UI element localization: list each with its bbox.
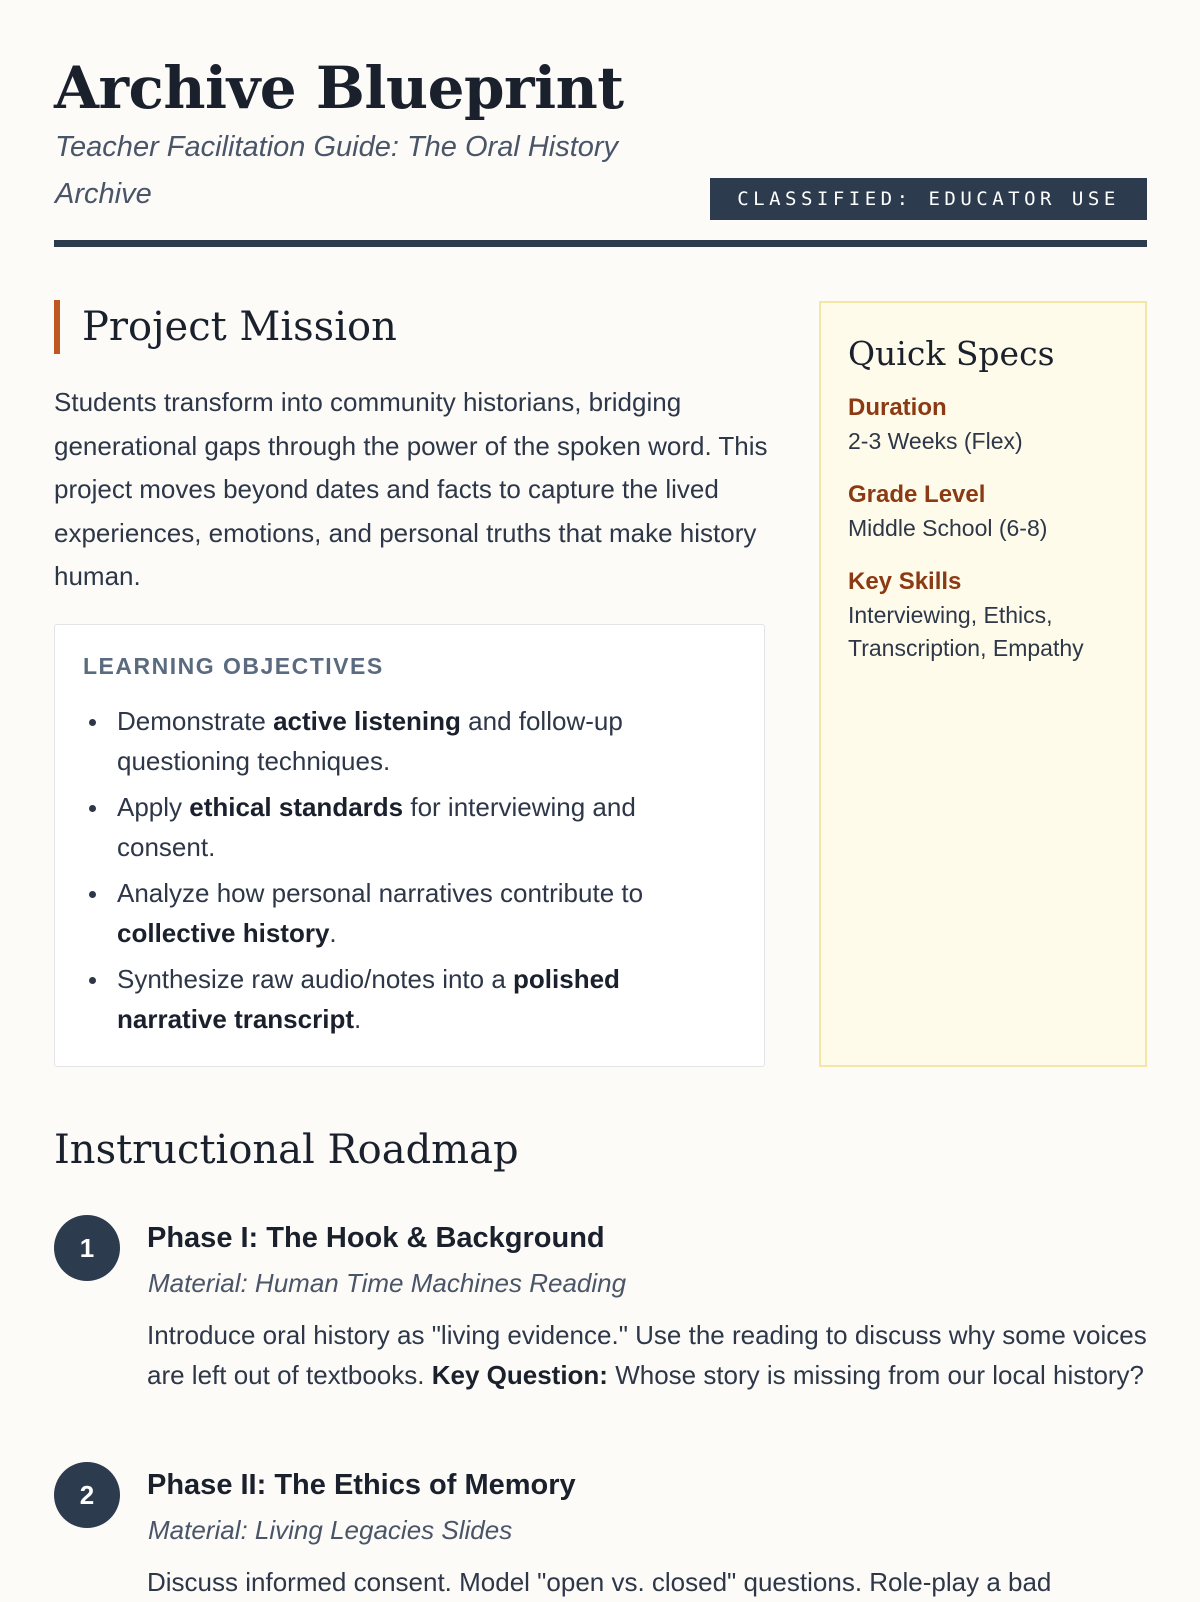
document-title: Archive Blueprint	[54, 54, 624, 122]
spec-grade-level	[848, 478, 1138, 545]
roadmap-title: Instructional Roadmap	[54, 1127, 519, 1173]
phase-2	[54, 1462, 1147, 1600]
objective-item: Analyze how personal narratives contribute to collective history.	[83, 873, 723, 953]
phase-material: Material: Human Time Machines Reading	[148, 1268, 627, 1298]
spec-label: Grade Level	[848, 481, 986, 508]
objective-item: Apply ethical standards for interviewing and consent.	[83, 787, 723, 867]
mission-heading	[54, 300, 754, 354]
phase-description: Introduce oral history as "living evidence." Use the reading to discuss why some voices are left out of textbooks. Key Question: Whose story is missing from our local history?	[147, 1320, 1147, 1390]
quick-specs-heading: Quick Specs	[848, 334, 1055, 373]
spec-duration	[848, 391, 1138, 458]
learning-objectives-box	[54, 624, 765, 1067]
mission-heading-text: Project Mission	[82, 304, 397, 350]
spec-value: Interviewing, Ethics, Transcription, Empathy	[848, 602, 1084, 661]
mission-text: Students transform into community historians, bridging generational gaps through the power of the spoken word. This project moves beyond dates and facts to capture the lived experiences, emotions, and personal truths that make history human.	[54, 387, 768, 591]
phase-title: Phase I: The Hook & Background	[147, 1222, 605, 1254]
classified-badge: CLASSIFIED: EDUCATOR USE	[710, 178, 1147, 220]
objectives-list	[83, 701, 723, 1045]
spec-label: Duration	[848, 394, 947, 421]
spec-value: Middle School (6-8)	[848, 515, 1048, 541]
document-subtitle: Teacher Facilitation Guide: The Oral History Archive	[55, 131, 619, 210]
spec-label: Key Skills	[848, 568, 962, 595]
phase-number-badge: 2	[54, 1462, 120, 1528]
phase-material: Material: Living Legacies Slides	[148, 1515, 513, 1545]
spec-value: 2-3 Weeks (Flex)	[848, 428, 1023, 454]
objectives-label: LEARNING OBJECTIVES	[83, 653, 384, 679]
phase-title: Phase II: The Ethics of Memory	[147, 1469, 576, 1501]
objective-item: Demonstrate active listening and follow-up questioning techniques.	[83, 701, 723, 781]
header-divider	[54, 240, 1147, 247]
spec-key-skills	[848, 565, 1138, 665]
phase-description: Discuss informed consent. Model "open vs. closed" questions. Role-play a bad	[147, 1567, 1052, 1597]
phase-1	[54, 1215, 1147, 1415]
objective-item: Synthesize raw audio/notes into a polished narrative transcript.	[83, 959, 723, 1039]
phase-number-badge: 1	[54, 1215, 120, 1281]
quick-specs-panel	[819, 301, 1147, 1067]
